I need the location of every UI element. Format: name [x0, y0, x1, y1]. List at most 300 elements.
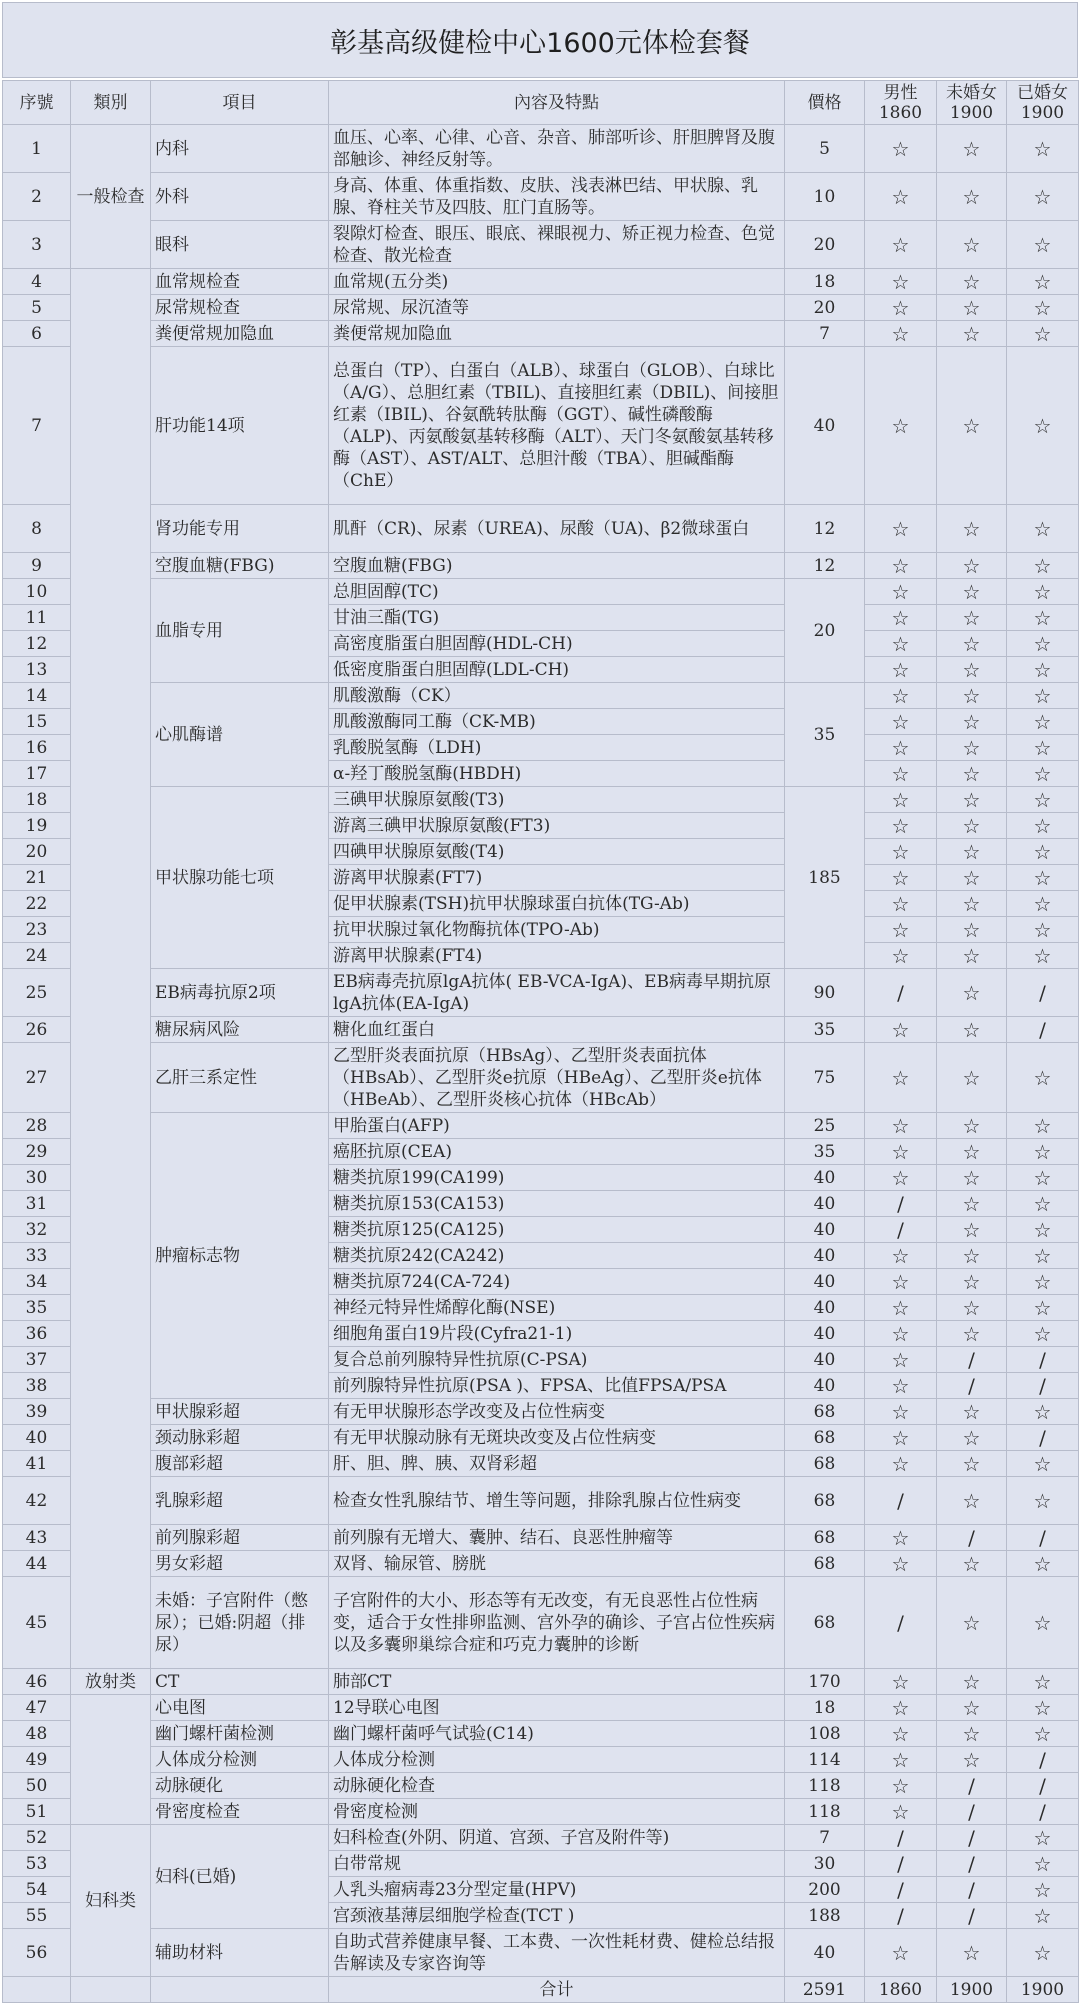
row-number: 42 [3, 1477, 71, 1525]
row-number: 34 [3, 1269, 71, 1295]
row-price: 35 [785, 1017, 865, 1043]
row-content: EB病毒壳抗原lgA抗体( EB-VCA-IgA)、EB病毒早期抗原lgA抗体(EA-IgA) [329, 969, 785, 1017]
total-label: 合计 [329, 1977, 785, 2003]
row-unmarried-mark: ☆ [937, 1551, 1007, 1577]
row-male-mark: ☆ [865, 787, 937, 813]
row-content: 低密度脂蛋白胆固醇(LDL-CH) [329, 657, 785, 683]
row-item: 眼科 [151, 221, 329, 269]
table-row [3, 505, 1079, 553]
row-content: 粪便常规加隐血 [329, 321, 785, 347]
table-row [3, 1773, 1079, 1799]
row-number: 44 [3, 1551, 71, 1577]
row-price: 40 [785, 1321, 865, 1347]
table-row [3, 1929, 1079, 1977]
row-number: 6 [3, 321, 71, 347]
row-content: 游离甲状腺素(FT7) [329, 865, 785, 891]
row-male-mark: ☆ [865, 1347, 937, 1373]
row-item: 血脂专用 [151, 579, 329, 683]
row-unmarried-mark: ☆ [937, 505, 1007, 553]
row-unmarried-mark: ☆ [937, 1217, 1007, 1243]
row-number: 40 [3, 1425, 71, 1451]
table-row [3, 1043, 1079, 1113]
row-content: 幽门螺杆菌呼气试验(C14) [329, 1721, 785, 1747]
row-unmarried-mark: ☆ [937, 657, 1007, 683]
row-unmarried-mark: ☆ [937, 1721, 1007, 1747]
row-price: 18 [785, 269, 865, 295]
row-price: 108 [785, 1721, 865, 1747]
row-male-mark: ☆ [865, 221, 937, 269]
row-married-mark: / [1007, 1799, 1079, 1825]
row-male-mark: ☆ [865, 1451, 937, 1477]
row-unmarried-mark: ☆ [937, 173, 1007, 221]
row-male-mark: ☆ [865, 1669, 937, 1695]
row-content: 身高、体重、体重指数、皮肤、浅表淋巴结、甲状腺、乳腺、脊柱关节及四肢、肛门直肠等。 [329, 173, 785, 221]
row-married-mark: ☆ [1007, 1139, 1079, 1165]
row-number: 4 [3, 269, 71, 295]
row-category: 放射类 [71, 1669, 151, 1695]
row-price: 40 [785, 1243, 865, 1269]
row-unmarried-mark: / [937, 1347, 1007, 1373]
row-married-mark: ☆ [1007, 505, 1079, 553]
row-married-mark: / [1007, 1373, 1079, 1399]
row-item: 幽门螺杆菌检测 [151, 1721, 329, 1747]
row-number: 5 [3, 295, 71, 321]
table-row [3, 1721, 1079, 1747]
row-number: 46 [3, 1669, 71, 1695]
row-number: 28 [3, 1113, 71, 1139]
row-price: 10 [785, 173, 865, 221]
table-row [3, 1695, 1079, 1721]
row-married-mark: ☆ [1007, 1477, 1079, 1525]
row-content: 游离甲状腺素(FT4) [329, 943, 785, 969]
row-married-mark: ☆ [1007, 735, 1079, 761]
row-price: 12 [785, 505, 865, 553]
row-unmarried-mark: ☆ [937, 295, 1007, 321]
page-title: 彰基高级健检中心1600元体检套餐 [2, 2, 1078, 78]
row-married-mark: ☆ [1007, 761, 1079, 787]
row-content: 动脉硬化检查 [329, 1773, 785, 1799]
header-category: 類別 [71, 81, 151, 125]
row-male-mark: ☆ [865, 1373, 937, 1399]
row-male-mark: ☆ [865, 553, 937, 579]
row-price: 90 [785, 969, 865, 1017]
row-male-mark: ☆ [865, 735, 937, 761]
total-male: 1860 [865, 1977, 937, 2003]
row-price: 188 [785, 1903, 865, 1929]
row-married-mark: ☆ [1007, 657, 1079, 683]
table-row [3, 1799, 1079, 1825]
row-price: 68 [785, 1399, 865, 1425]
row-content: 糖类抗原199(CA199) [329, 1165, 785, 1191]
table-row [3, 173, 1079, 221]
row-unmarried-mark: ☆ [937, 605, 1007, 631]
row-male-mark: ☆ [865, 761, 937, 787]
table-row [3, 1399, 1079, 1425]
row-male-mark: / [865, 1903, 937, 1929]
row-unmarried-mark: ☆ [937, 1321, 1007, 1347]
row-content: 神经元特异性烯醇化酶(NSE) [329, 1295, 785, 1321]
row-male-mark: ☆ [865, 1321, 937, 1347]
table-row [3, 683, 1079, 709]
row-price: 5 [785, 125, 865, 173]
row-male-mark: ☆ [865, 1295, 937, 1321]
row-unmarried-mark: / [937, 1903, 1007, 1929]
table-row [3, 347, 1079, 505]
row-price: 75 [785, 1043, 865, 1113]
header-content: 內容及特點 [329, 81, 785, 125]
row-content: 乙型肝炎表面抗原（HBsAg）、乙型肝炎表面抗体（HBsAb）、乙型肝炎e抗原（HBeAg）、乙型肝炎e抗体（HBeAb）、乙型肝炎核心抗体（HBcAb） [329, 1043, 785, 1113]
row-male-mark: / [865, 1577, 937, 1669]
row-unmarried-mark: ☆ [937, 1929, 1007, 1977]
row-item: 腹部彩超 [151, 1451, 329, 1477]
row-unmarried-mark: / [937, 1825, 1007, 1851]
row-content: 甲胎蛋白(AFP) [329, 1113, 785, 1139]
row-content: 自助式营养健康早餐、工本费、一次性耗材费、健检总结报告解读及专家咨询等 [329, 1929, 785, 1977]
row-unmarried-mark: ☆ [937, 917, 1007, 943]
row-unmarried-mark: ☆ [937, 865, 1007, 891]
row-number: 25 [3, 969, 71, 1017]
row-number: 3 [3, 221, 71, 269]
row-unmarried-mark: ☆ [937, 709, 1007, 735]
row-male-mark: ☆ [865, 579, 937, 605]
row-male-mark: ☆ [865, 1113, 937, 1139]
row-unmarried-mark: ☆ [937, 553, 1007, 579]
row-unmarried-mark: ☆ [937, 787, 1007, 813]
row-content: 裂隙灯检查、眼压、眼底、裸眼视力、矫正视力检查、色觉检查、散光检查 [329, 221, 785, 269]
row-number: 36 [3, 1321, 71, 1347]
row-price: 40 [785, 1295, 865, 1321]
row-content: 12导联心电图 [329, 1695, 785, 1721]
header-seq: 序號 [3, 81, 71, 125]
row-content: 糖类抗原125(CA125) [329, 1217, 785, 1243]
row-number: 16 [3, 735, 71, 761]
row-number: 31 [3, 1191, 71, 1217]
row-male-mark: ☆ [865, 1243, 937, 1269]
row-married-mark: ☆ [1007, 1165, 1079, 1191]
row-male-mark: ☆ [865, 683, 937, 709]
row-price: 68 [785, 1451, 865, 1477]
row-unmarried-mark: ☆ [937, 1747, 1007, 1773]
row-married-mark: ☆ [1007, 347, 1079, 505]
row-price: 68 [785, 1425, 865, 1451]
row-married-mark: ☆ [1007, 1321, 1079, 1347]
row-unmarried-mark: / [937, 1525, 1007, 1551]
row-married-mark: ☆ [1007, 269, 1079, 295]
table-row [3, 321, 1079, 347]
row-content: 抗甲状腺过氧化物酶抗体(TPO-Ab) [329, 917, 785, 943]
row-married-mark: ☆ [1007, 605, 1079, 631]
table-row [3, 553, 1079, 579]
row-number: 39 [3, 1399, 71, 1425]
row-number: 21 [3, 865, 71, 891]
row-price: 35 [785, 683, 865, 787]
row-number: 22 [3, 891, 71, 917]
row-number: 15 [3, 709, 71, 735]
row-unmarried-mark: ☆ [937, 943, 1007, 969]
row-male-mark: ☆ [865, 1799, 937, 1825]
row-unmarried-mark: ☆ [937, 631, 1007, 657]
row-married-mark: ☆ [1007, 1043, 1079, 1113]
row-number: 12 [3, 631, 71, 657]
row-content: 肺部CT [329, 1669, 785, 1695]
row-unmarried-mark: ☆ [937, 221, 1007, 269]
total-price: 2591 [785, 1977, 865, 2003]
row-price: 40 [785, 1347, 865, 1373]
row-item: 乳腺彩超 [151, 1477, 329, 1525]
row-unmarried-mark: ☆ [937, 269, 1007, 295]
row-content: 细胞角蛋白19片段(Cyfra21-1) [329, 1321, 785, 1347]
row-unmarried-mark: ☆ [937, 1477, 1007, 1525]
table-row [3, 1577, 1079, 1669]
row-price: 114 [785, 1747, 865, 1773]
row-category [71, 1695, 151, 1825]
row-number: 50 [3, 1773, 71, 1799]
row-content: 宫颈液基薄层细胞学检查(TCT ) [329, 1903, 785, 1929]
row-price: 40 [785, 1217, 865, 1243]
row-item: 乙肝三系定性 [151, 1043, 329, 1113]
row-item: 未婚：子宫附件（憋尿）；已婚:阴超（排尿） [151, 1577, 329, 1669]
row-male-mark: ☆ [865, 943, 937, 969]
row-item: 尿常规检查 [151, 295, 329, 321]
row-content: α-羟丁酸脱氢酶(HBDH) [329, 761, 785, 787]
row-item: 甲状腺功能七项 [151, 787, 329, 969]
row-male-mark: ☆ [865, 657, 937, 683]
row-number: 37 [3, 1347, 71, 1373]
row-content: 空腹血糖(FBG) [329, 553, 785, 579]
row-number: 52 [3, 1825, 71, 1851]
row-unmarried-mark: ☆ [937, 1243, 1007, 1269]
row-item: 血常规检查 [151, 269, 329, 295]
row-content: 游离三碘甲状腺原氨酸(FT3) [329, 813, 785, 839]
row-unmarried-mark: ☆ [937, 1425, 1007, 1451]
row-unmarried-mark: ☆ [937, 1191, 1007, 1217]
table-row [3, 1113, 1079, 1139]
row-unmarried-mark: ☆ [937, 683, 1007, 709]
row-number: 18 [3, 787, 71, 813]
row-married-mark: ☆ [1007, 943, 1079, 969]
row-married-mark: ☆ [1007, 221, 1079, 269]
row-item: 肿瘤标志物 [151, 1113, 329, 1399]
row-male-mark: ☆ [865, 1773, 937, 1799]
table-row [3, 295, 1079, 321]
row-content: 肝、胆、脾、胰、双肾彩超 [329, 1451, 785, 1477]
row-male-mark: ☆ [865, 1425, 937, 1451]
row-unmarried-mark: ☆ [937, 1017, 1007, 1043]
row-unmarried-mark: ☆ [937, 1399, 1007, 1425]
table-row [3, 579, 1079, 605]
row-content: 子宫附件的大小、形态等有无改变，有无良恶性占位性病变，适合于女性排卵监测、宫外孕的确诊、子宫占位性疾病以及多囊卵巢综合症和巧克力囊肿的诊断 [329, 1577, 785, 1669]
row-unmarried-mark: ☆ [937, 735, 1007, 761]
row-content: 尿常规、尿沉渣等 [329, 295, 785, 321]
table-row [3, 1425, 1079, 1451]
row-male-mark: ☆ [865, 709, 937, 735]
row-married-mark: ☆ [1007, 1721, 1079, 1747]
row-content: 前列腺有无增大、囊肿、结石、良恶性肿瘤等 [329, 1525, 785, 1551]
row-content: 肌酸激酶（CK） [329, 683, 785, 709]
row-male-mark: ☆ [865, 865, 937, 891]
row-number: 8 [3, 505, 71, 553]
row-content: 乳酸脱氢酶（LDH) [329, 735, 785, 761]
row-item: CT [151, 1669, 329, 1695]
row-married-mark: ☆ [1007, 709, 1079, 735]
row-unmarried-mark: / [937, 1851, 1007, 1877]
row-content: 有无甲状腺动脉有无斑块改变及占位性病变 [329, 1425, 785, 1451]
row-male-mark: ☆ [865, 1139, 937, 1165]
row-married-mark: ☆ [1007, 321, 1079, 347]
row-unmarried-mark: ☆ [937, 969, 1007, 1017]
table-body [3, 125, 1079, 1977]
row-married-mark: ☆ [1007, 1113, 1079, 1139]
total-row [3, 1977, 1079, 2003]
row-number: 41 [3, 1451, 71, 1477]
row-unmarried-mark: ☆ [937, 1139, 1007, 1165]
row-content: 前列腺特异性抗原(PSA )、FPSA、比值FPSA/PSA [329, 1373, 785, 1399]
row-price: 40 [785, 1165, 865, 1191]
row-content: 促甲状腺素(TSH)抗甲状腺球蛋白抗体(TG-Ab) [329, 891, 785, 917]
row-item: 肾功能专用 [151, 505, 329, 553]
row-price: 118 [785, 1773, 865, 1799]
row-content: 高密度脂蛋白胆固醇(HDL-CH) [329, 631, 785, 657]
row-content: 糖类抗原242(CA242) [329, 1243, 785, 1269]
row-number: 43 [3, 1525, 71, 1551]
row-number: 55 [3, 1903, 71, 1929]
header-row [3, 81, 1079, 125]
row-price: 200 [785, 1877, 865, 1903]
row-male-mark: ☆ [865, 1721, 937, 1747]
row-married-mark: ☆ [1007, 1577, 1079, 1669]
row-married-mark: ☆ [1007, 1269, 1079, 1295]
row-content: 有无甲状腺形态学改变及占位性病变 [329, 1399, 785, 1425]
row-item: 糖尿病风险 [151, 1017, 329, 1043]
row-married-mark: ☆ [1007, 1551, 1079, 1577]
row-male-mark: / [865, 1191, 937, 1217]
row-unmarried-mark: ☆ [937, 761, 1007, 787]
row-married-mark: ☆ [1007, 1877, 1079, 1903]
row-married-mark: ☆ [1007, 683, 1079, 709]
row-unmarried-mark: / [937, 1773, 1007, 1799]
row-number: 20 [3, 839, 71, 865]
row-item: 内科 [151, 125, 329, 173]
row-item: 动脉硬化 [151, 1773, 329, 1799]
row-unmarried-mark: / [937, 1877, 1007, 1903]
row-content: 癌胚抗原(CEA) [329, 1139, 785, 1165]
row-number: 32 [3, 1217, 71, 1243]
row-married-mark: ☆ [1007, 1217, 1079, 1243]
table-row [3, 1017, 1079, 1043]
row-married-mark: / [1007, 1425, 1079, 1451]
row-price: 68 [785, 1477, 865, 1525]
row-married-mark: ☆ [1007, 173, 1079, 221]
row-number: 47 [3, 1695, 71, 1721]
row-male-mark: ☆ [865, 1525, 937, 1551]
row-unmarried-mark: ☆ [937, 891, 1007, 917]
row-item: 甲状腺彩超 [151, 1399, 329, 1425]
row-price: 68 [785, 1525, 865, 1551]
row-married-mark: ☆ [1007, 787, 1079, 813]
row-price: 7 [785, 321, 865, 347]
header-married: 已婚女 1900 [1007, 81, 1079, 125]
row-content: 总胆固醇(TC) [329, 579, 785, 605]
row-male-mark: ☆ [865, 813, 937, 839]
table-row [3, 1477, 1079, 1525]
row-male-mark: ☆ [865, 917, 937, 943]
row-married-mark: ☆ [1007, 839, 1079, 865]
row-married-mark: ☆ [1007, 1295, 1079, 1321]
row-male-mark: ☆ [865, 839, 937, 865]
row-male-mark: / [865, 1851, 937, 1877]
row-item: 心电图 [151, 1695, 329, 1721]
row-number: 1 [3, 125, 71, 173]
row-male-mark: ☆ [865, 1043, 937, 1113]
row-item: EB病毒抗原2项 [151, 969, 329, 1017]
row-content: 糖类抗原153(CA153) [329, 1191, 785, 1217]
row-item: 颈动脉彩超 [151, 1425, 329, 1451]
row-married-mark: ☆ [1007, 1825, 1079, 1851]
row-number: 23 [3, 917, 71, 943]
row-content: 白带常规 [329, 1851, 785, 1877]
row-married-mark: ☆ [1007, 1695, 1079, 1721]
row-number: 53 [3, 1851, 71, 1877]
row-unmarried-mark: ☆ [937, 1695, 1007, 1721]
row-item: 妇科(已婚) [151, 1825, 329, 1929]
row-price: 40 [785, 1269, 865, 1295]
header-unmarried: 未婚女 1900 [937, 81, 1007, 125]
row-male-mark: ☆ [865, 1747, 937, 1773]
row-married-mark: / [1007, 1773, 1079, 1799]
row-item: 人体成分检测 [151, 1747, 329, 1773]
row-price: 185 [785, 787, 865, 969]
row-item: 心肌酶谱 [151, 683, 329, 787]
row-item: 辅助材料 [151, 1929, 329, 1977]
row-male-mark: ☆ [865, 505, 937, 553]
row-married-mark: ☆ [1007, 917, 1079, 943]
row-married-mark: ☆ [1007, 1669, 1079, 1695]
row-unmarried-mark: ☆ [937, 1295, 1007, 1321]
row-number: 14 [3, 683, 71, 709]
total-married: 1900 [1007, 1977, 1079, 2003]
row-content: 甘油三酯(TG) [329, 605, 785, 631]
row-price: 35 [785, 1139, 865, 1165]
row-married-mark: ☆ [1007, 631, 1079, 657]
row-unmarried-mark: ☆ [937, 1113, 1007, 1139]
row-price: 12 [785, 553, 865, 579]
row-unmarried-mark: ☆ [937, 1043, 1007, 1113]
document [2, 2, 1078, 2000]
row-unmarried-mark: ☆ [937, 321, 1007, 347]
row-male-mark: ☆ [865, 1551, 937, 1577]
row-price: 40 [785, 1373, 865, 1399]
row-number: 33 [3, 1243, 71, 1269]
header-male: 男性 1860 [865, 81, 937, 125]
row-married-mark: ☆ [1007, 125, 1079, 173]
row-married-mark: ☆ [1007, 1929, 1079, 1977]
row-number: 10 [3, 579, 71, 605]
row-male-mark: ☆ [865, 891, 937, 917]
row-male-mark: ☆ [865, 1269, 937, 1295]
row-number: 56 [3, 1929, 71, 1977]
row-unmarried-mark: ☆ [937, 1269, 1007, 1295]
row-content: 糖类抗原724(CA-724) [329, 1269, 785, 1295]
row-item: 男女彩超 [151, 1551, 329, 1577]
row-content: 肌酸激酶同工酶（CK-MB) [329, 709, 785, 735]
row-unmarried-mark: ☆ [937, 347, 1007, 505]
row-male-mark: / [865, 1825, 937, 1851]
row-married-mark: ☆ [1007, 813, 1079, 839]
row-male-mark: ☆ [865, 1399, 937, 1425]
row-content: 总蛋白（TP）、白蛋白（ALB）、球蛋白（GLOB）、白球比（A/G）、总胆红素（TBIL)、直接胆红素（DBIL)、间接胆红素（IBIL)、谷氨酰转肽酶（GGT）、碱性磷酸酶（ALP)、丙氨酸氨基转移酶（ALT）、天门冬氨酸氨基转移酶（AST）、AST/ALT、总胆汁酸（TBA）、胆碱酯酶（ChE） [329, 347, 785, 505]
row-male-mark: ☆ [865, 1929, 937, 1977]
table-row [3, 1525, 1079, 1551]
